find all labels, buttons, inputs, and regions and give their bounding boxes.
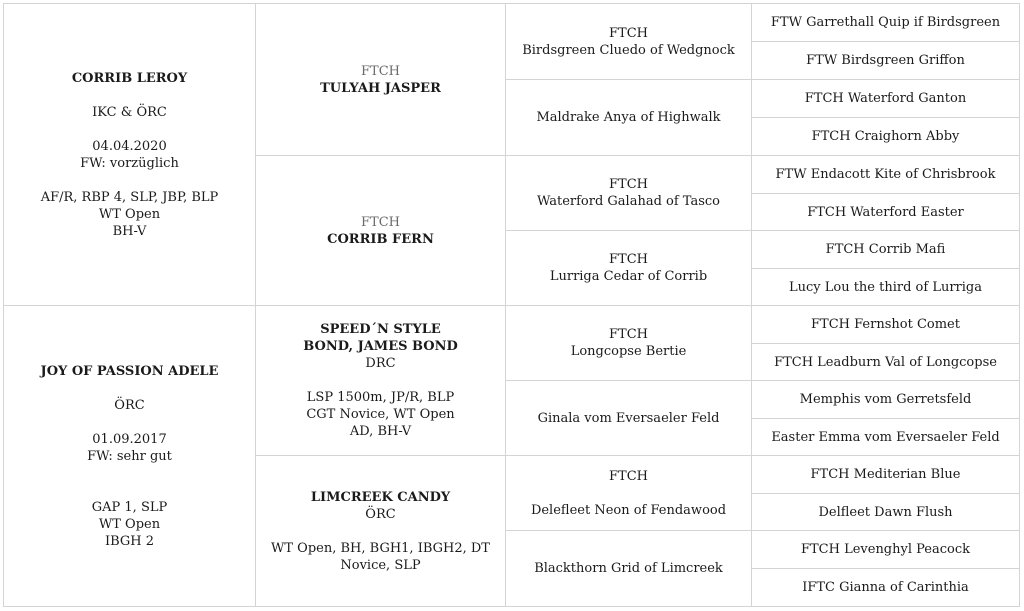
dam-cell: [4, 306, 256, 606]
gen3-name-7: Delefleet Neon of Fendawood: [530, 502, 727, 518]
gen3-cell-4: [506, 231, 752, 306]
gen4-name-1: FTW Garrethall Quip if Birdsgreen: [770, 15, 1001, 30]
gen3-prefix-1: FTCH: [609, 25, 648, 41]
granddam-maternal-cell: [256, 456, 506, 606]
granddam-paternal-cell: [256, 156, 506, 306]
gen4-cell-13: [752, 456, 1019, 494]
gen4-name-8: Lucy Lou the third of Lurriga: [788, 279, 982, 295]
gen4-name-3: FTCH Waterford Ganton: [804, 91, 967, 106]
sire-registry: IKC & ÖRC: [92, 104, 167, 120]
granddam-maternal-titles-1: WT Open, BH, BGH1, IBGH2, DT: [271, 540, 490, 556]
gen4-name-2: FTW Birdsgreen Griffon: [806, 53, 965, 68]
gen4-cell-2: [752, 42, 1019, 80]
gen4-name-10: FTCH Leadburn Val of Longcopse: [774, 354, 997, 370]
dam-registry: ÖRC: [114, 397, 145, 413]
gen3-name-4: Lurriga Cedar of Corrib: [549, 269, 708, 284]
granddam-maternal-name: LIMCREEK CANDY: [310, 489, 451, 505]
gen3-prefix-5: FTCH: [609, 327, 648, 342]
gen3-name-8: Blackthorn Grid of Limcreek: [534, 561, 723, 576]
grandsire-maternal-titles-3: AD, BH-V: [349, 424, 412, 439]
grandsire-maternal-name-1: SPEED´N STYLE: [320, 322, 441, 337]
gen3-cell-2: [506, 80, 752, 156]
gen3-cell-1: [506, 4, 752, 80]
sire-name: CORRIB LEROY: [71, 70, 188, 86]
gen4-cell-16: [752, 569, 1019, 606]
dam-titles-2: WT Open: [98, 516, 161, 532]
gen4-name-6: FTCH Waterford Easter: [807, 204, 964, 220]
gen4-name-11: Memphis vom Gerretsfeld: [799, 392, 972, 407]
granddam-maternal-titles-2: Novice, SLP: [340, 557, 421, 573]
sire-show: FW: vorzüglich: [80, 155, 179, 171]
gen3-prefix-4: FTCH: [609, 252, 648, 267]
gen4-name-14: Delfleet Dawn Flush: [818, 504, 953, 520]
gen4-name-7: FTCH Corrib Mafi: [825, 242, 946, 257]
gen4-name-9: FTCH Fernshot Comet: [811, 317, 960, 332]
dam-titles-1: GAP 1, SLP: [91, 499, 168, 515]
granddam-paternal-name: CORRIB FERN: [327, 231, 434, 247]
dam-show: FW: sehr gut: [87, 448, 172, 464]
dam-name: JOY OF PASSION ADELE: [40, 363, 219, 379]
sire-titles-1: AF/R, RBP 4, SLP, JBP, BLP: [40, 189, 219, 205]
gen3-prefix-7: FTCH: [609, 468, 648, 484]
gen4-name-4: FTCH Craighorn Abby: [811, 129, 960, 144]
gen4-cell-10: [752, 344, 1019, 381]
grandsire-maternal-cell: [256, 306, 506, 456]
granddam-maternal-registry: ÖRC: [365, 506, 396, 522]
gen3-cell-6: [506, 381, 752, 456]
gen3-name-6: Ginala vom Eversaeler Feld: [537, 410, 720, 426]
grandsire-paternal-prefix: FTCH: [361, 63, 400, 79]
grandsire-maternal-name-2: BOND, JAMES BOND: [303, 339, 458, 354]
grandsire-paternal-cell: [256, 4, 506, 156]
gen3-name-1: Birdsgreen Cluedo of Wedgnock: [522, 42, 735, 58]
gen4-name-13: FTCH Mediterian Blue: [810, 467, 961, 482]
sire-titles-3: BH-V: [112, 223, 147, 239]
granddam-paternal-prefix: FTCH: [361, 214, 400, 230]
pedigree-table: [3, 3, 1020, 607]
dam-titles-3: IBGH 2: [104, 533, 155, 549]
gen4-cell-8: [752, 269, 1019, 306]
gen4-name-12: Easter Emma vom Eversaeler Feld: [771, 429, 1000, 445]
sire-cell: [4, 4, 256, 306]
gen4-cell-11: [752, 381, 1019, 419]
gen4-cell-9: [752, 306, 1019, 344]
sire-titles-2: WT Open: [98, 206, 161, 222]
grandsire-maternal-registry: DRC: [365, 356, 396, 371]
gen3-prefix-3: FTCH: [609, 177, 648, 192]
gen4-name-15: FTCH Levenghyl Peacock: [800, 542, 971, 557]
gen4-name-16: IFTC Gianna of Carinthia: [802, 580, 969, 595]
gen3-cell-3: [506, 156, 752, 231]
gen3-cell-7: [506, 456, 752, 531]
gen4-cell-5: [752, 156, 1019, 194]
gen4-cell-1: [752, 4, 1019, 42]
gen3-name-2: Maldrake Anya of Highwalk: [536, 110, 721, 125]
gen3-cell-8: [506, 531, 752, 606]
gen4-cell-14: [752, 494, 1019, 531]
gen4-cell-4: [752, 118, 1019, 156]
gen4-cell-7: [752, 231, 1019, 269]
dam-dob: 01.09.2017: [92, 431, 167, 447]
gen4-name-5: FTW Endacott Kite of Chrisbrook: [775, 167, 996, 182]
grandsire-maternal-titles-1: LSP 1500m, JP/R, BLP: [306, 390, 455, 405]
gen4-cell-15: [752, 531, 1019, 569]
gen4-cell-3: [752, 80, 1019, 118]
gen3-name-3: Waterford Galahad of Tasco: [536, 194, 720, 209]
gen4-cell-6: [752, 194, 1019, 231]
sire-dob: 04.04.2020: [92, 138, 167, 154]
gen3-cell-5: [506, 306, 752, 381]
grandsire-maternal-titles-2: CGT Novice, WT Open: [306, 407, 455, 422]
gen3-name-5: Longcopse Bertie: [570, 344, 687, 359]
gen4-cell-12: [752, 419, 1019, 456]
grandsire-paternal-name: TULYAH JASPER: [320, 80, 441, 96]
